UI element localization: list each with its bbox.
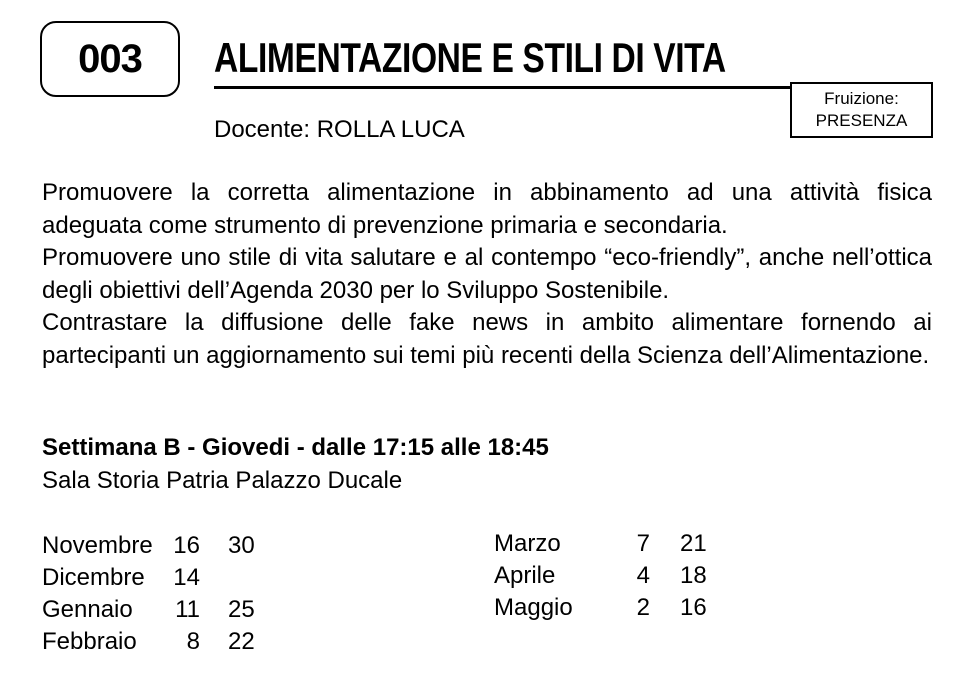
description-paragraph: Promuovere la corretta alimentazione in abbinamento ad una attività fisica adeguata come strumento di prevenzione primaria e secondaria. <box>42 179 932 239</box>
delivery-mode-box <box>790 82 933 138</box>
month-name: Aprile <box>494 562 556 589</box>
month-name: Novembre <box>42 532 153 559</box>
teacher-name: Docente: ROLLA LUCA <box>214 116 465 143</box>
course-description <box>42 177 932 372</box>
month-name: Maggio <box>494 594 573 621</box>
day-number: 21 <box>680 530 707 557</box>
day-number: 18 <box>680 562 707 589</box>
day-number: 16 <box>680 594 707 621</box>
day-number: 22 <box>228 628 255 655</box>
title-underline <box>214 86 800 89</box>
month-name: Gennaio <box>42 596 133 623</box>
day-number: 30 <box>228 532 255 559</box>
delivery-mode-label: Fruizione: <box>824 89 899 108</box>
day-number: 2 <box>636 594 650 621</box>
schedule-venue: Sala Storia Patria Palazzo Ducale <box>42 467 403 494</box>
course-code-box <box>40 21 180 97</box>
description-paragraph: Promuovere uno stile di vita salutare e al contempo “eco-friendly”, anche nell’ottica degli obiettivi dell’Agenda 2030 per lo Sviluppo Sostenibile. <box>42 244 932 304</box>
day-number: 16 <box>173 532 200 559</box>
day-number: 25 <box>228 596 255 623</box>
course-title: ALIMENTAZIONE E STILI DI VITA <box>214 34 726 81</box>
delivery-mode-value: PRESENZA <box>815 111 908 130</box>
course-code: 003 <box>78 36 142 81</box>
description-paragraph: Contrastare la diffusione delle fake news in ambito alimentare fornendo ai partecipanti un aggiornamento sui temi più recenti della Scienza dell’Alimentazione. <box>42 309 932 369</box>
day-number: 14 <box>173 564 200 591</box>
day-number: 4 <box>636 562 650 589</box>
month-name: Febbraio <box>42 628 137 655</box>
day-number: 11 <box>175 596 200 623</box>
month-name: Dicembre <box>42 564 145 591</box>
schedule-title: Settimana B - Giovedi - dalle 17:15 alle 18:45 <box>42 434 549 461</box>
day-number: 8 <box>186 628 200 655</box>
day-number: 7 <box>636 530 650 557</box>
month-name: Marzo <box>494 530 561 557</box>
